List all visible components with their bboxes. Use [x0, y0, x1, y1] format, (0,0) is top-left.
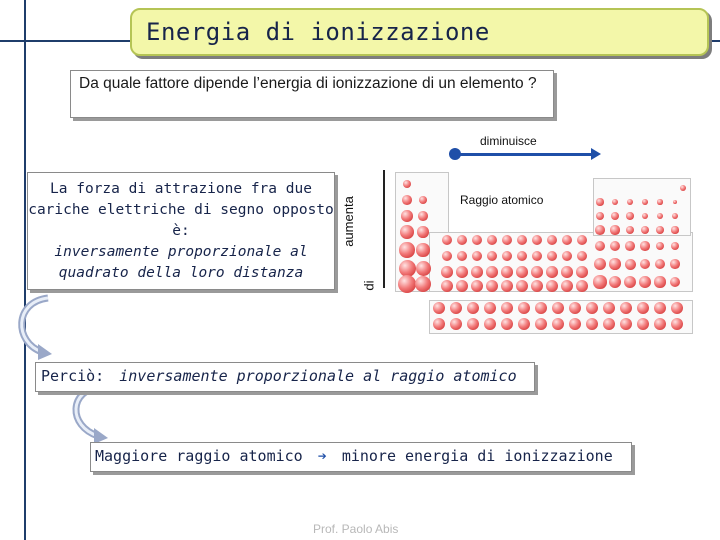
atom-sphere-icon: [586, 302, 598, 314]
atom-sphere-icon: [401, 210, 413, 222]
atom-sphere-icon: [671, 302, 683, 314]
atom-sphere-icon: [671, 318, 683, 330]
atom-sphere-icon: [654, 276, 665, 287]
atom-sphere-icon: [501, 318, 513, 330]
atom-sphere-icon: [640, 241, 649, 250]
atom-sphere-icon: [569, 318, 581, 330]
atom-sphere-icon: [416, 261, 431, 276]
footer-author: Prof. Paolo Abis: [313, 522, 399, 536]
atom-sphere-icon: [654, 318, 666, 330]
atom-sphere-icon: [609, 258, 621, 270]
atom-sphere-icon: [486, 266, 498, 278]
curved-arrow-icon: [10, 292, 60, 362]
atom-sphere-icon: [419, 196, 427, 204]
trend-vertical-extra: di: [361, 280, 377, 291]
conclusion-prefix: Perciò:: [41, 367, 105, 385]
page-title: Energia di ionizzazione: [146, 18, 490, 46]
periodic-table-label: Raggio atomico: [460, 193, 544, 207]
atom-sphere-icon: [441, 266, 453, 278]
atom-sphere-icon: [516, 266, 528, 278]
conclusion-text: [41, 367, 517, 385]
atom-sphere-icon: [450, 318, 462, 330]
atom-sphere-icon: [620, 302, 632, 314]
atom-sphere-icon: [642, 199, 648, 205]
atom-sphere-icon: [433, 302, 445, 314]
atom-sphere-icon: [487, 235, 497, 245]
decor-line-vertical: [24, 0, 26, 540]
trend-vertical-label: aumenta: [340, 196, 356, 247]
atom-sphere-icon: [593, 275, 606, 288]
atom-sphere-icon: [610, 225, 619, 234]
atom-sphere-icon: [532, 235, 542, 245]
atom-sphere-icon: [457, 235, 467, 245]
force-explanation-box: [27, 172, 335, 290]
periodic-table-atomic-radius: [395, 164, 695, 332]
atom-sphere-icon: [654, 302, 666, 314]
atom-sphere-icon: [637, 318, 649, 330]
atom-sphere-icon: [535, 302, 547, 314]
atom-sphere-icon: [518, 302, 530, 314]
atom-sphere-icon: [569, 302, 581, 314]
atom-sphere-icon: [403, 180, 411, 188]
atom-sphere-icon: [562, 235, 572, 245]
atom-sphere-icon: [546, 266, 558, 278]
atom-sphere-icon: [552, 302, 564, 314]
atom-sphere-icon: [417, 226, 428, 237]
relation-left: Maggiore raggio atomico: [95, 447, 303, 465]
atom-sphere-icon: [418, 211, 428, 221]
atom-sphere-icon: [625, 259, 636, 270]
force-line-4: inversamente proporzionale al: [54, 244, 308, 260]
atom-sphere-icon: [484, 318, 496, 330]
atom-sphere-icon: [655, 259, 665, 269]
atom-sphere-icon: [456, 266, 468, 278]
force-line-2: cariche elettriche di segno opposto: [28, 202, 334, 218]
atom-sphere-icon: [670, 259, 680, 269]
atom-sphere-icon: [467, 302, 479, 314]
atom-sphere-icon: [637, 302, 649, 314]
atom-sphere-icon: [547, 235, 557, 245]
atom-sphere-icon: [502, 235, 512, 245]
atom-sphere-icon: [535, 318, 547, 330]
atom-sphere-icon: [603, 302, 615, 314]
relation-right: minore energia di ionizzazione: [341, 447, 613, 465]
atom-sphere-icon: [433, 318, 445, 330]
atom-sphere-icon: [518, 318, 530, 330]
atom-sphere-icon: [467, 318, 479, 330]
force-line-3: è:: [172, 223, 190, 239]
question-box: [70, 70, 554, 118]
atom-sphere-icon: [416, 243, 429, 256]
atom-sphere-icon: [639, 276, 651, 288]
atom-sphere-icon: [680, 185, 686, 191]
arrow-right-icon: [591, 148, 601, 160]
force-line-1: La forza di attrazione fra due: [50, 181, 312, 197]
atom-sphere-icon: [561, 266, 573, 278]
atom-sphere-icon: [531, 266, 543, 278]
atom-sphere-icon: [552, 318, 564, 330]
conclusion-statement: inversamente proporzionale al raggio atomico: [119, 367, 517, 385]
question-text: Da quale fattore dipende l’energia di ionizzazione di un elemento ?: [79, 75, 537, 92]
atom-sphere-icon: [657, 199, 662, 204]
atom-sphere-icon: [641, 226, 649, 234]
atom-sphere-icon: [603, 318, 615, 330]
conclusion-box: [35, 362, 535, 392]
title-banner: [130, 8, 709, 56]
atom-sphere-icon: [501, 302, 513, 314]
atom-sphere-icon: [501, 266, 513, 278]
atom-sphere-icon: [472, 235, 482, 245]
atom-sphere-icon: [576, 266, 588, 278]
atom-sphere-icon: [471, 266, 483, 278]
trend-arrow-line: [455, 153, 593, 156]
force-line-5: quadrato della loro distanza: [58, 265, 304, 281]
relation-box: [90, 442, 632, 472]
atom-sphere-icon: [626, 212, 633, 219]
trend-horizontal-label: diminuisce: [480, 134, 537, 148]
atom-sphere-icon: [620, 318, 632, 330]
atom-sphere-icon: [672, 213, 678, 219]
atom-sphere-icon: [402, 195, 412, 205]
atom-sphere-icon: [625, 241, 635, 251]
atom-sphere-icon: [594, 258, 606, 270]
atom-sphere-icon: [596, 198, 603, 205]
atom-sphere-icon: [586, 318, 598, 330]
atom-sphere-icon: [484, 302, 496, 314]
atom-sphere-icon: [399, 260, 416, 277]
relation-text: [95, 447, 613, 465]
atom-sphere-icon: [400, 225, 413, 238]
atom-sphere-icon: [611, 212, 619, 220]
atom-sphere-icon: [517, 235, 527, 245]
atom-sphere-icon: [450, 302, 462, 314]
arrow-right-icon: ➔: [317, 447, 327, 465]
atom-sphere-icon: [595, 225, 605, 235]
atom-sphere-icon: [442, 235, 452, 245]
atom-sphere-icon: [399, 242, 414, 257]
atom-sphere-icon: [656, 226, 664, 234]
trend-vertical: [341, 172, 381, 282]
trend-vertical-line: [383, 170, 385, 288]
atom-sphere-icon: [577, 235, 587, 245]
atom-sphere-icon: [671, 226, 678, 233]
